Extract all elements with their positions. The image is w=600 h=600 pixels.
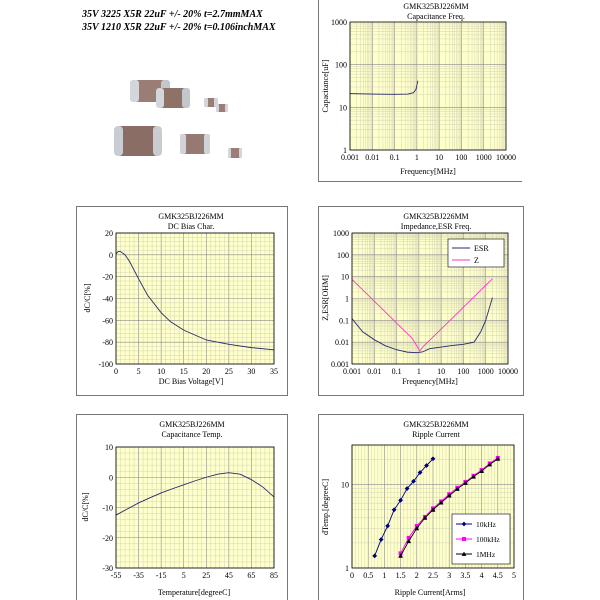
part-description	[82, 8, 312, 34]
x-tick-label: 5	[512, 571, 516, 580]
capacitor-chip-tiny	[228, 148, 242, 158]
x-tick-label: 0	[114, 367, 118, 376]
legend-label: Z	[474, 256, 479, 265]
x-tick-label: -55	[110, 571, 122, 580]
chart-subtitle: Ripple Current	[412, 430, 460, 439]
capacitor-chip-medium	[180, 134, 210, 154]
x-tick-label: 0.1	[389, 153, 400, 162]
y-axis-label: dC/C[%]	[81, 492, 90, 522]
x-tick-label: 2.5	[428, 571, 438, 580]
chart-capacitance-temperature	[76, 414, 288, 600]
y-tick-label: 0	[109, 473, 113, 483]
y-tick-label: 100	[337, 250, 349, 260]
chart-impedance-esr	[318, 206, 524, 396]
x-tick-label: 1000	[475, 153, 492, 162]
x-tick-label: 3.5	[460, 571, 471, 580]
legend-label: 1MHz	[476, 550, 496, 559]
part-description-line-2: 35V 1210 X5R 22uF +/- 20% t=0.106inchMAX	[82, 22, 276, 33]
chart-capacitance-frequency	[318, 0, 522, 182]
x-tick-label: 10	[437, 367, 446, 376]
y-tick-label: 0.01	[335, 338, 349, 348]
y-axis-label: Z,ESR[OHM]	[321, 275, 330, 321]
y-tick-label: 1000	[331, 18, 347, 27]
x-tick-label: 5	[136, 367, 141, 376]
x-tick-label: 100	[457, 367, 470, 376]
x-tick-label: 45	[224, 571, 233, 580]
x-tick-label: 1	[416, 367, 421, 376]
x-tick-label: 30	[247, 367, 256, 376]
x-tick-label: 0.01	[365, 153, 380, 162]
chart-subtitle: Impedance,ESR Freq.	[400, 222, 472, 231]
x-axis-label: Frequency[MHz]	[402, 377, 458, 386]
y-tick-label: -80	[102, 338, 113, 348]
y-tick-label: 100	[335, 60, 347, 70]
y-tick-label: 1	[345, 294, 349, 304]
legend	[448, 239, 504, 267]
x-tick-label: 1	[414, 153, 419, 162]
legend-label: 10kHz	[476, 520, 496, 529]
x-axis-label: Frequency[MHz]	[400, 167, 456, 176]
chart-subtitle: Capacitance Temp.	[161, 430, 223, 439]
y-tick-label: -20	[102, 272, 113, 282]
x-tick-label: -15	[155, 571, 167, 580]
x-tick-label: 3	[447, 571, 452, 580]
y-tick-label: 20	[105, 229, 113, 238]
y-tick-label: 10	[341, 480, 349, 490]
y-tick-label: 0.001	[331, 360, 349, 369]
capacitor-chip-large-2	[156, 88, 190, 108]
x-tick-label: 0.001	[341, 153, 359, 162]
x-axis-label: Ripple Current[Arms]	[394, 588, 466, 597]
x-tick-label: 1000	[477, 367, 494, 376]
y-tick-label: -30	[102, 564, 113, 573]
y-tick-label: -60	[102, 316, 113, 326]
x-tick-label: 10	[157, 367, 166, 376]
x-tick-label: 0.01	[367, 367, 382, 376]
x-tick-label: 10000	[496, 153, 516, 162]
legend-marker	[462, 537, 466, 541]
legend-label: 100kHz	[476, 535, 500, 544]
x-tick-label: 20	[202, 367, 211, 376]
x-tick-label: 25	[202, 571, 211, 580]
x-tick-label: 25	[224, 367, 233, 376]
x-tick-label: 0.5	[363, 571, 374, 580]
y-tick-label: 10	[339, 103, 347, 113]
x-tick-label: 1.5	[395, 571, 406, 580]
y-tick-label: 1	[345, 564, 349, 573]
chart-subtitle: Capacitance Freq.	[407, 12, 465, 21]
y-tick-label: -20	[102, 533, 113, 543]
chart-dc-bias	[76, 206, 288, 396]
x-tick-label: 15	[179, 367, 188, 376]
x-tick-label: 0	[350, 571, 354, 580]
y-tick-label: 1	[343, 146, 347, 155]
chart-title: GMK325BJ226MM	[403, 212, 469, 221]
y-tick-label: 1000	[333, 229, 349, 238]
x-tick-label: 35	[270, 367, 278, 376]
x-tick-label: 4.5	[492, 571, 503, 580]
chart-subtitle: DC Bias Char.	[167, 222, 215, 231]
y-tick-label: -10	[102, 503, 113, 513]
x-tick-label: 0.1	[391, 367, 402, 376]
x-tick-label: 85	[270, 571, 278, 580]
y-tick-label: 0	[109, 250, 113, 260]
x-axis-label: DC Bias Voltage[V]	[158, 377, 224, 386]
capacitor-chip-small-2	[216, 104, 228, 112]
y-tick-label: -100	[98, 360, 113, 369]
x-axis-label: Temperature[degreeC]	[157, 588, 231, 597]
x-tick-label: -35	[133, 571, 144, 580]
y-tick-label: -40	[102, 294, 113, 304]
chart-title: GMK325BJ226MM	[158, 212, 224, 221]
x-tick-label: 65	[247, 571, 256, 580]
capacitor-chips-photo	[100, 70, 270, 180]
capacitor-chip-small-1	[204, 98, 218, 107]
x-tick-label: 4	[479, 571, 484, 580]
y-tick-label: 0.1	[339, 316, 349, 326]
capacitor-chip-large-3	[114, 126, 162, 156]
x-tick-label: 100	[455, 153, 468, 162]
x-tick-label: 5	[181, 571, 186, 580]
x-tick-label: 2	[414, 571, 419, 580]
legend	[452, 514, 510, 564]
y-axis-label: dTemp.[degreeC]	[321, 478, 330, 536]
x-tick-label: 1	[382, 571, 387, 580]
x-tick-label: 0.001	[343, 367, 361, 376]
y-axis-label: Capacitance[uF]	[321, 59, 330, 113]
x-tick-label: 10000	[498, 367, 518, 376]
chart-title: GMK325BJ226MM	[403, 2, 469, 11]
legend-label: ESR	[474, 244, 489, 253]
chart-title: GMK325BJ226MM	[403, 420, 469, 429]
y-tick-label: 10	[105, 443, 113, 452]
chart-ripple-current	[318, 414, 524, 600]
x-tick-label: 10	[435, 153, 444, 162]
y-axis-label: dC/C[%]	[83, 283, 92, 313]
part-description-line-1: 35V 3225 X5R 22uF +/- 20% t=2.7mmMAX	[82, 9, 263, 20]
chart-title: GMK325BJ226MM	[159, 420, 225, 429]
y-tick-label: 10	[341, 272, 349, 282]
